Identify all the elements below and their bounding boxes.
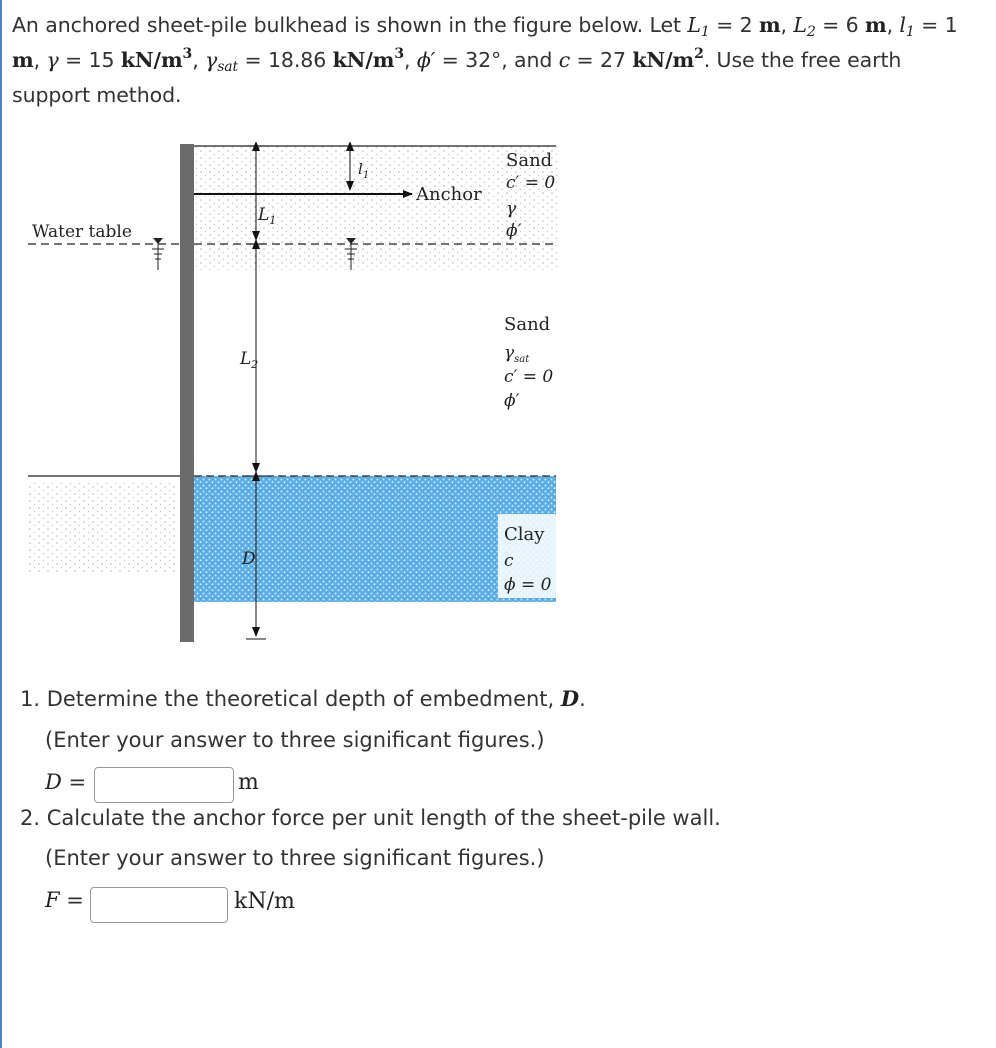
water-table-label: Water table	[32, 222, 132, 242]
clay-label: Clay	[504, 524, 545, 545]
dim-D-label: D	[242, 549, 256, 569]
answer-f-label: F =	[45, 888, 84, 912]
sand-top-label: Sand	[506, 150, 553, 171]
anchor-force-unit: kN/m	[234, 889, 295, 914]
symbol-gamma: γ	[46, 48, 59, 72]
symbol-L2: $L_2$	[793, 13, 816, 40]
sand-lower-c: c′ = 0	[504, 367, 554, 387]
unit-m: m	[758, 13, 781, 37]
sand-top-c: c′ = 0	[506, 173, 556, 193]
anchor-label: Anchor	[416, 184, 482, 205]
sand-lower-phi: ϕ′	[504, 391, 520, 411]
depth-d-input[interactable]	[94, 767, 234, 803]
dim-L2-label: $L_2$	[240, 349, 259, 371]
depth-d-unit: m	[238, 770, 259, 795]
problem-line-3: support method.	[12, 83, 182, 107]
sand-lower-gamma: $\gamma_{sat}$	[504, 343, 530, 365]
problem-line-2: m, γ = 15 $kN/m^3$, $\gamma_{sat} = 18.86$ $kN/m^3$, ϕ′ = 32°, and c = 27 $kN/m^2$. Use the free earth	[12, 46, 902, 75]
symbol-L1: $L_1$	[687, 13, 710, 40]
symbol-l1: $l_1$	[899, 13, 915, 40]
dim-L1-label: $L_1$	[258, 205, 277, 227]
problem-text: An anchored sheet-pile bulkhead is shown in the figure below. Let	[12, 13, 688, 37]
question-2: 2. Calculate the anchor force per unit length of the sheet-pile wall.	[20, 806, 721, 830]
left-margin-rule	[0, 0, 2, 1048]
clay-phi: ϕ = 0	[504, 575, 552, 595]
question-1-note: (Enter your answer to three significant figures.)	[45, 728, 545, 752]
answer-d-label: D =	[45, 770, 87, 794]
sand-top-gamma: γ	[506, 199, 517, 219]
bulkhead-figure	[28, 142, 568, 647]
upper-sand-zone	[194, 146, 558, 270]
sand-lower-label: Sand	[504, 314, 551, 335]
problem-line-1: An anchored sheet-pile bulkhead is shown in the figure below. Let $L_1 = 2$ m, $L_2 = 6$ m, $l_1 = 1$	[12, 13, 958, 40]
question-1: 1. Determine the theoretical depth of embedment, D.	[20, 686, 586, 711]
symbol-gamma-sat: $\gamma_{sat}$	[205, 48, 239, 75]
clay-c: c	[504, 551, 514, 571]
question-2-note: (Enter your answer to three significant figures.)	[45, 846, 545, 870]
problem-statement	[12, 8, 982, 113]
symbol-c: c	[558, 48, 571, 72]
sheet-pile	[180, 144, 194, 642]
symbol-phi: ϕ′	[416, 48, 436, 72]
dim-l1-label: $l_1$	[358, 160, 370, 181]
water-table-symbol-left	[152, 238, 164, 270]
left-sand-zone	[28, 482, 178, 572]
sand-top-phi: ϕ′	[506, 221, 522, 241]
anchor-force-input[interactable]	[90, 887, 228, 923]
